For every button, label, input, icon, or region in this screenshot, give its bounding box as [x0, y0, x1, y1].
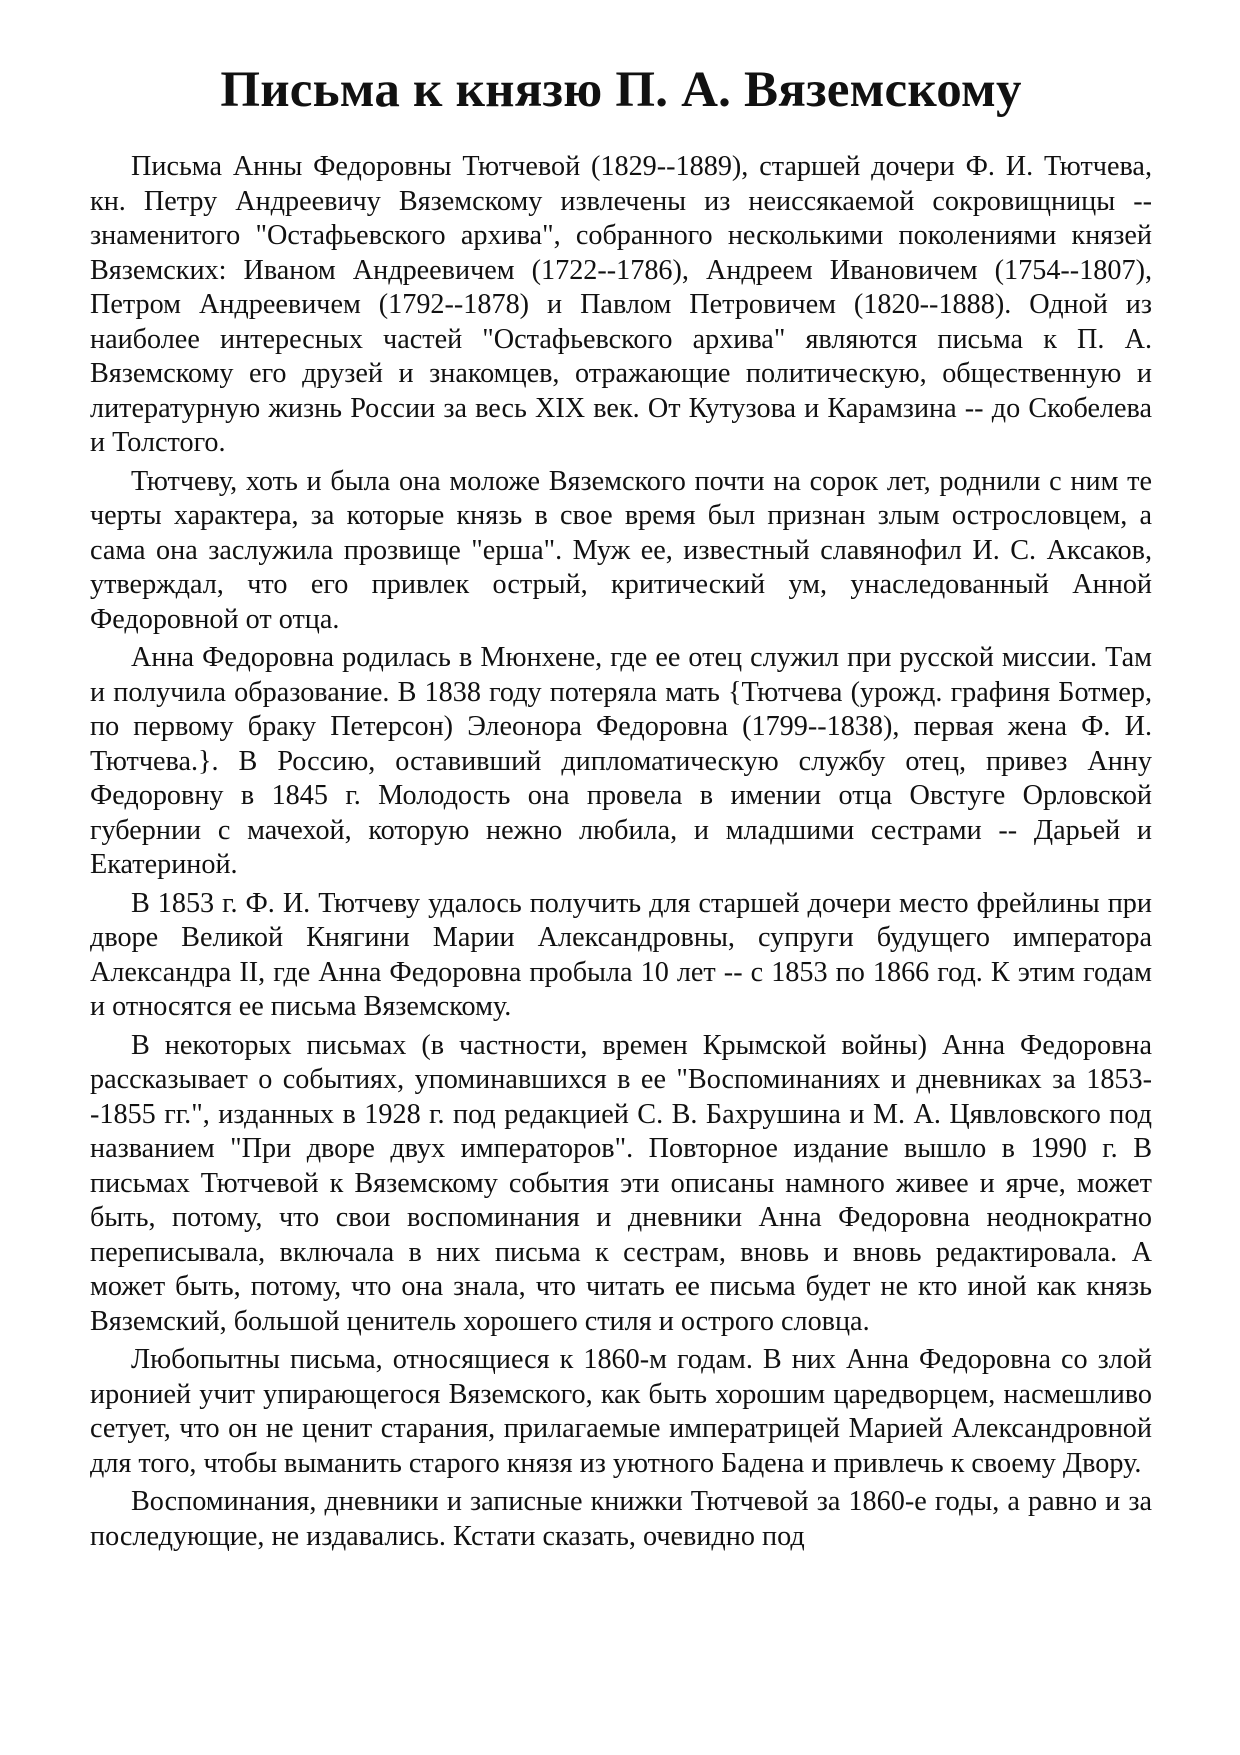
- document-page: [90, 52, 1152, 1558]
- paragraph-1: Письма Анны Федоровны Тютчевой (1829--1889), старшей дочери Ф. И. Тютчева, кн. Петру Андреевичу Вяземскому извлечены из неиссякаемой сокровищницы -- знаменитого "Остафьевского архива", собранного несколькими поколениями князей Вяземских: Иваном Андреевичем (1722--1786), Андреем Ивановичем (1754--1807), Петром Андреевичем (1792--1878) и Павлом Петровичем (1820--1888). Одной из наиболее интересных частей "Остафьевского архива" являются письма к П. А. Вяземскому его друзей и знакомцев, отражающие политическую, общественную и литературную жизнь России за весь XIX век. От Кутузова и Карамзина -- до Скобелева и Толстого.: [90, 151, 1152, 458]
- page-title: Письма к князю П. А. Вяземскому: [220, 62, 1022, 118]
- paragraph-5: В некоторых письмах (в частности, времен Крымской войны) Анна Федоровна рассказывает о событиях, упоминавшихся в ее "Воспоминаниях и дневниках за 1853--1855 гг.", изданных в 1928 г. под редакцией С. В. Бахрушина и М. А. Цявловского под названием "При дворе двух императоров". Повторное издание вышло в 1990 г. В письмах Тютчевой к Вяземскому события эти описаны намного живее и ярче, может быть, потому, что свои воспоминания и дневники Анна Федоровна неоднократно переписывала, включала в них письма к сестрам, вновь и вновь редактировала. А может быть, потому, что она знала, что читать ее письма будет не кто иной как князь Вяземский, большой ценитель хорошего стиля и острого словца.: [90, 1029, 1152, 1337]
- paragraph-7: Воспоминания, дневники и записные книжки Тютчевой за 1860-е годы, а равно и за последующие, не издавались. Кстати сказать, очевидно под: [90, 1486, 1152, 1552]
- paragraph-6: Любопытны письма, относящиеся к 1860-м годам. В них Анна Федоровна со злой иронией учит упирающегося Вяземского, как быть хорошим царедворцем, насмешливо сетует, что он не ценит старания, прилагаемые императрицей Марией Александровной для того, чтобы выманить старого князя из уютного Бадена и привлечь к своему Двору.: [90, 1344, 1152, 1479]
- paragraph-2: Тютчеву, хоть и была она моложе Вяземского почти на сорок лет, роднили с ним те черты характера, за которые князь в свое время был признан злым острословцем, а сама она заслужила прозвище "ерша". Муж ее, известный славянофил И. С. Аксаков, утверждал, что его привлек острый, критический ум, унаследованный Анной Федоровной от отца.: [90, 465, 1152, 635]
- paragraph-4: В 1853 г. Ф. И. Тютчеву удалось получить для старшей дочери место фрейлины при дворе Великой Княгини Марии Александровны, супруги будущего императора Александра II, где Анна Федоровна пробыла 10 лет -- с 1853 по 1866 год. К этим годам и относятся ее письма Вяземскому.: [90, 887, 1152, 1022]
- paragraph-3: Анна Федоровна родилась в Мюнхене, где ее отец служил при русской миссии. Там и получила образование. В 1838 году потеряла мать {Тютчева (урожд. графиня Ботмер, по первому браку Петерсон) Элеонора Федоровна (1799--1838), первая жена Ф. И. Тютчева.}. В Россию, оставивший дипломатическую службу отец, привез Анну Федоровну в 1845 г. Молодость она провела в имении отца Овстуге Орловской губернии с мачехой, которую нежно любила, и младшими сестрами -- Дарьей и Екатериной.: [90, 642, 1152, 880]
